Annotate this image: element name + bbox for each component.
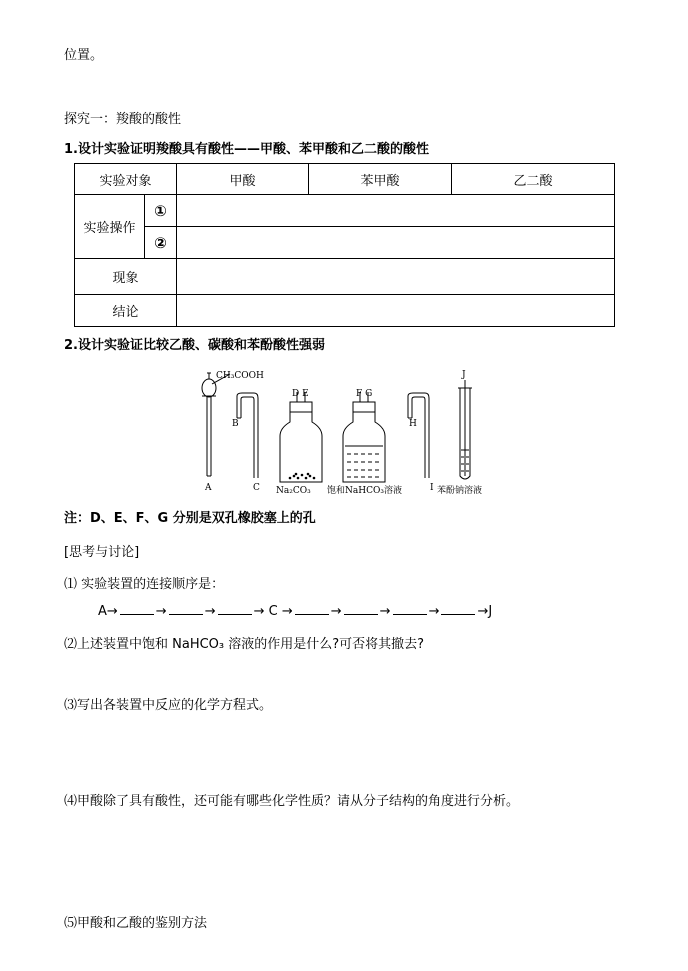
header-experiment-object: 实验对象 <box>75 164 177 195</box>
header-benzoic-acid: 苯甲酸 <box>309 164 452 195</box>
label-j: J <box>462 370 466 380</box>
row-label-operation: 实验操作 <box>75 195 145 259</box>
seq-a: A→ <box>98 604 118 619</box>
top-text: 位置。 <box>64 48 104 63</box>
stopper-fg <box>353 402 375 412</box>
row-label-phenomenon: 现象 <box>75 259 177 295</box>
row-label-conclusion: 结论 <box>75 295 177 327</box>
na2co3-solid <box>289 473 316 480</box>
stopper-de <box>290 402 312 412</box>
header-oxalic-acid: 乙二酸 <box>452 164 615 195</box>
apparatus-figure <box>190 366 510 505</box>
question-1-title: 1.设计实验证明羧酸具有酸性——甲酸、苯甲酸和乙二酸的酸性 <box>64 142 429 157</box>
label-na2co3: Na₂CO₃ <box>276 486 311 496</box>
label-b: B <box>232 419 239 429</box>
cell-phenomenon <box>177 259 615 295</box>
cell-step-1 <box>177 195 615 227</box>
header-formic-acid: 甲酸 <box>177 164 309 195</box>
table-header-row <box>75 164 615 195</box>
blank-7[interactable] <box>441 603 475 615</box>
label-ch3cooh: CH₃COOH <box>216 371 264 381</box>
step-1-marker: ① <box>145 195 177 227</box>
question-2-title: 2.设计实验证比较乙酸、碳酸和苯酚酸性强弱 <box>64 338 325 353</box>
step-2-marker: ② <box>145 227 177 259</box>
discussion-q1: ⑴ 实验装置的连接顺序是： <box>64 577 225 592</box>
blank-1[interactable] <box>120 603 154 615</box>
label-i: I <box>430 483 434 493</box>
discussion-q3: ⑶写出各装置中反应的化学方程式。 <box>64 698 273 713</box>
label-c: C <box>253 483 260 493</box>
nahco3-solution <box>345 446 383 477</box>
label-h: H <box>409 419 417 429</box>
table-row-operation-2 <box>75 227 615 259</box>
seq-arrow: → <box>204 604 216 619</box>
label-a: A <box>205 483 212 493</box>
cell-step-2 <box>177 227 615 259</box>
blank-6[interactable] <box>393 603 427 615</box>
discussion-q4: ⑷甲酸除了具有酸性，还可能有哪些化学性质？请从分子结构的角度进行分析。 <box>64 794 520 809</box>
blank-3[interactable] <box>218 603 252 615</box>
seq-arrow: → <box>428 604 440 619</box>
table-row-conclusion <box>75 295 615 327</box>
seq-arrow: → <box>379 604 391 619</box>
label-de: D E <box>292 389 309 399</box>
label-phenolate: 苯酚钠溶液 <box>437 486 483 496</box>
discussion-heading: [思考与讨论] <box>64 545 140 560</box>
blank-4[interactable] <box>295 603 329 615</box>
table-row-phenomenon <box>75 259 615 295</box>
label-fg: F G <box>356 389 373 399</box>
note: 注：D、E、F、G 分别是双孔橡胶塞上的孔 <box>64 511 316 526</box>
table-row-operation-1 <box>75 195 615 227</box>
discussion-q5: ⑸甲酸和乙酸的鉴别方法 <box>64 916 208 931</box>
cell-conclusion <box>177 295 615 327</box>
experiment-table <box>74 163 615 327</box>
seq-arrow: → <box>155 604 167 619</box>
connection-sequence <box>98 603 492 619</box>
section-title: 探究一：羧酸的酸性 <box>64 112 182 127</box>
discussion-q2: ⑵上述装置中饱和 NaHCO₃ 溶液的作用是什么?可否将其撤去? <box>64 637 425 652</box>
blank-2[interactable] <box>169 603 203 615</box>
seq-arrow: → <box>330 604 342 619</box>
label-nahco3: 饱和NaHCO₃溶液 <box>327 486 402 496</box>
blank-5[interactable] <box>344 603 378 615</box>
funnel-bulb <box>202 379 216 397</box>
seq-c: → C → <box>253 604 293 619</box>
seq-j: →J <box>477 604 493 619</box>
